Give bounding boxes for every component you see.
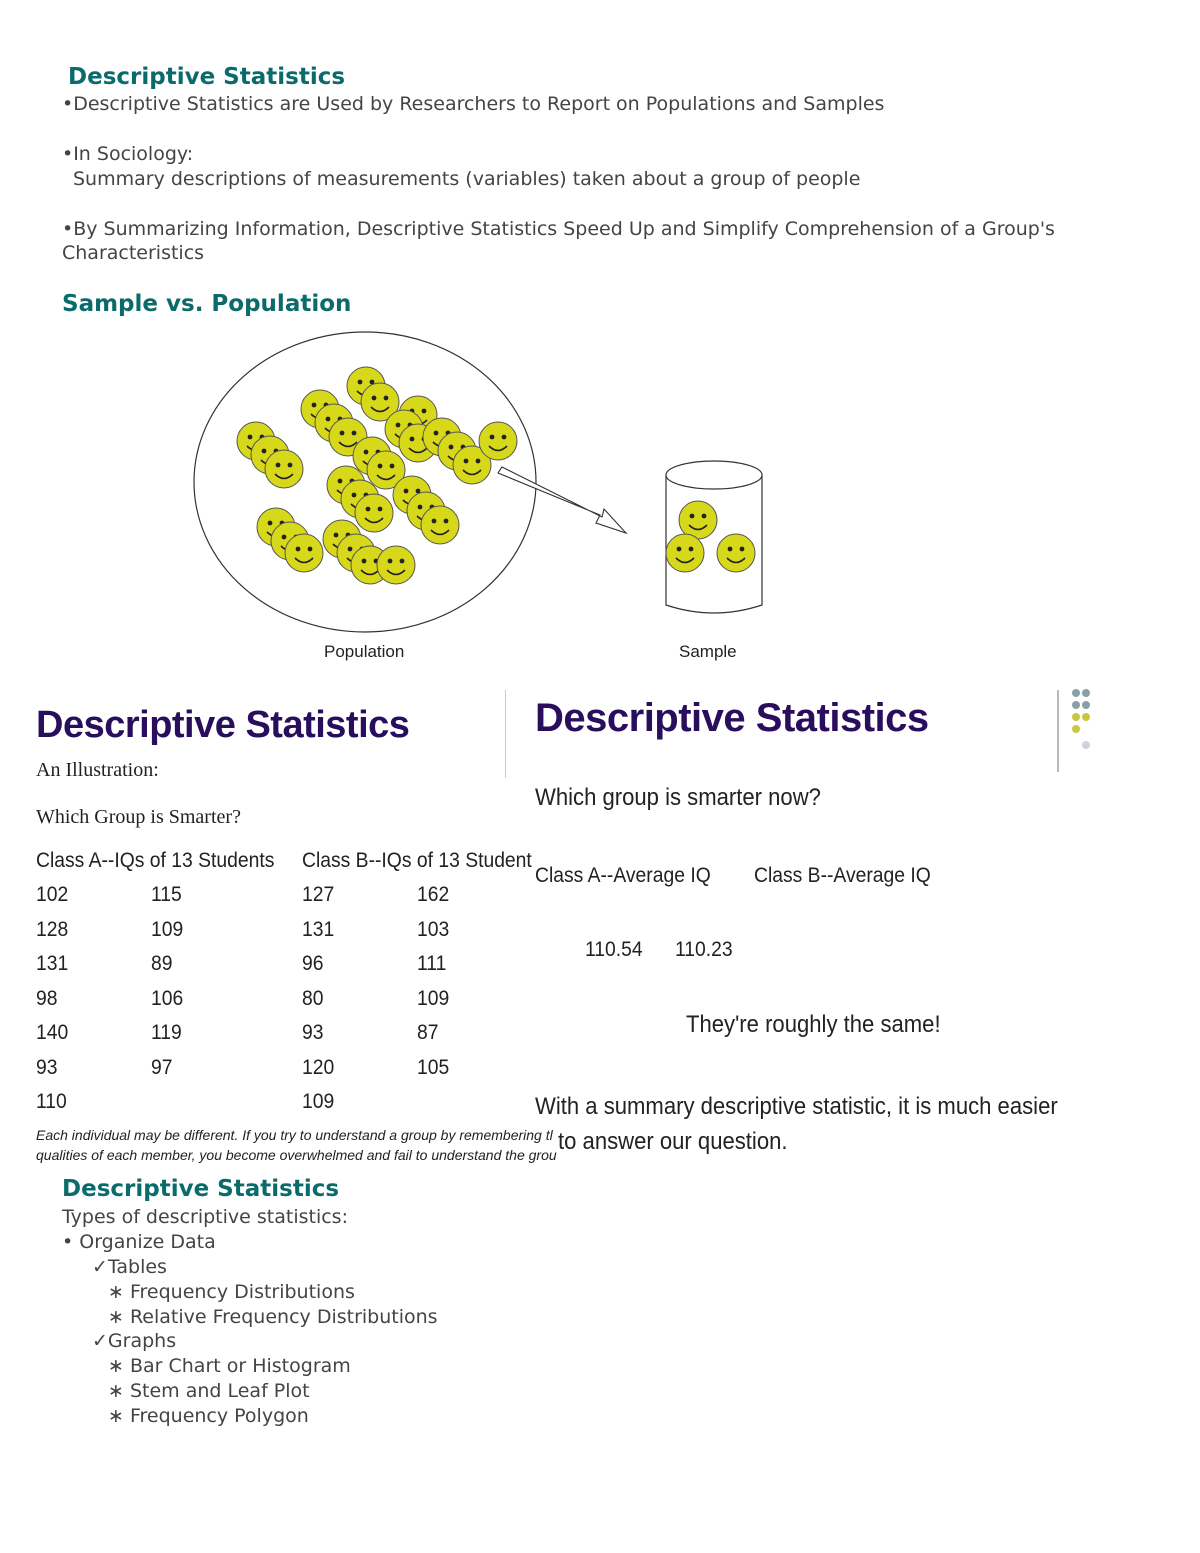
iq-cell: 120 bbox=[302, 1055, 335, 1079]
list-item: • Organize Data bbox=[62, 1231, 216, 1253]
bullet-text: •Descriptive Statistics are Used by Researchers to Report on Populations and Samples bbox=[62, 93, 885, 115]
class-a-average-value: 110.54 bbox=[585, 938, 643, 961]
class-b-average-value: 110.23 bbox=[675, 938, 733, 961]
slide-title: Descriptive Statistics bbox=[36, 704, 410, 746]
list-item: ∗ Bar Chart or Histogram bbox=[108, 1355, 351, 1377]
sample-cup bbox=[666, 461, 762, 613]
slide-summary: With a summary descriptive statistic, it is much easier bbox=[535, 1093, 1058, 1120]
slide-conclusion: They're roughly the same! bbox=[686, 1011, 941, 1038]
list-item: ∗ Relative Frequency Distributions bbox=[108, 1306, 438, 1328]
section-title: Descriptive Statistics bbox=[62, 1176, 340, 1202]
iq-cell: 131 bbox=[302, 917, 335, 941]
iq-cell: 106 bbox=[151, 986, 184, 1010]
iq-cell: 97 bbox=[151, 1055, 173, 1079]
bullet-text: •In Sociology: bbox=[62, 143, 194, 165]
sample-label: Sample bbox=[679, 642, 737, 661]
slide-divider bbox=[505, 690, 506, 778]
iq-cell: 89 bbox=[151, 952, 173, 975]
section-title: Descriptive Statistics bbox=[68, 64, 346, 90]
iq-cell: 98 bbox=[36, 986, 58, 1010]
list-item: ✓Graphs bbox=[92, 1330, 177, 1352]
iq-cell: 80 bbox=[302, 986, 324, 1010]
slide-divider bbox=[1057, 690, 1059, 772]
iq-cell: 87 bbox=[417, 1021, 439, 1044]
slide-question: Which Group is Smarter? bbox=[36, 806, 241, 828]
list-item: ∗ Stem and Leaf Plot bbox=[108, 1380, 310, 1402]
iq-cell: 103 bbox=[417, 917, 450, 941]
iq-cell: 109 bbox=[151, 917, 184, 941]
iq-cell: 127 bbox=[302, 883, 335, 906]
iq-cell: 93 bbox=[36, 1055, 58, 1079]
slide-question: Which group is smarter now? bbox=[535, 784, 821, 811]
iq-cell: 140 bbox=[36, 1021, 69, 1044]
list-intro: Types of descriptive statistics: bbox=[62, 1206, 348, 1228]
iq-cell: 109 bbox=[417, 986, 450, 1010]
iq-cell: 102 bbox=[36, 883, 69, 906]
iq-cell: 162 bbox=[417, 883, 450, 906]
population-sample-diagram bbox=[180, 325, 800, 645]
section-title: Sample vs. Population bbox=[62, 291, 352, 317]
list-item: ∗ Frequency Polygon bbox=[108, 1405, 309, 1427]
bullet-subtext: Summary descriptions of measurements (variables) taken about a group of people bbox=[73, 168, 861, 190]
population-label: Population bbox=[324, 642, 405, 661]
list-item: ∗ Frequency Distributions bbox=[108, 1281, 355, 1303]
class-a-header: Class A--IQs of 13 Students bbox=[36, 849, 275, 872]
slide-note: qualities of each member, you become overwhelmed and fail to understand the grou bbox=[36, 1147, 557, 1163]
class-a-average-label: Class A--Average IQ bbox=[535, 864, 711, 887]
iq-cell: 96 bbox=[302, 952, 324, 975]
iq-cell: 111 bbox=[417, 952, 447, 975]
iq-cell: 119 bbox=[151, 1021, 182, 1044]
slide-summary: to answer our question. bbox=[558, 1128, 788, 1155]
class-b-header: Class B--IQs of 13 Student bbox=[302, 849, 532, 872]
iq-cell: 131 bbox=[36, 952, 69, 975]
list-item: ✓Tables bbox=[92, 1256, 167, 1278]
iq-cell: 128 bbox=[36, 917, 69, 941]
decorative-dots bbox=[1068, 688, 1096, 752]
iq-cell: 109 bbox=[302, 1090, 335, 1113]
bullet-text: •By Summarizing Information, Descriptive Statistics Speed Up and Simplify Comprehension of a Group's bbox=[62, 218, 1055, 240]
iq-cell: 110 bbox=[36, 1090, 67, 1113]
slide-title: Descriptive Statistics bbox=[535, 696, 929, 740]
class-b-average-label: Class B--Average IQ bbox=[754, 864, 931, 887]
iq-cell: 105 bbox=[417, 1055, 450, 1079]
slide-subtitle: An Illustration: bbox=[36, 759, 159, 781]
bullet-text-continued: Characteristics bbox=[62, 242, 205, 264]
slide-note: Each individual may be different. If you try to understand a group by remembering tl bbox=[36, 1127, 553, 1143]
iq-cell: 93 bbox=[302, 1021, 324, 1044]
iq-cell: 115 bbox=[151, 883, 182, 906]
